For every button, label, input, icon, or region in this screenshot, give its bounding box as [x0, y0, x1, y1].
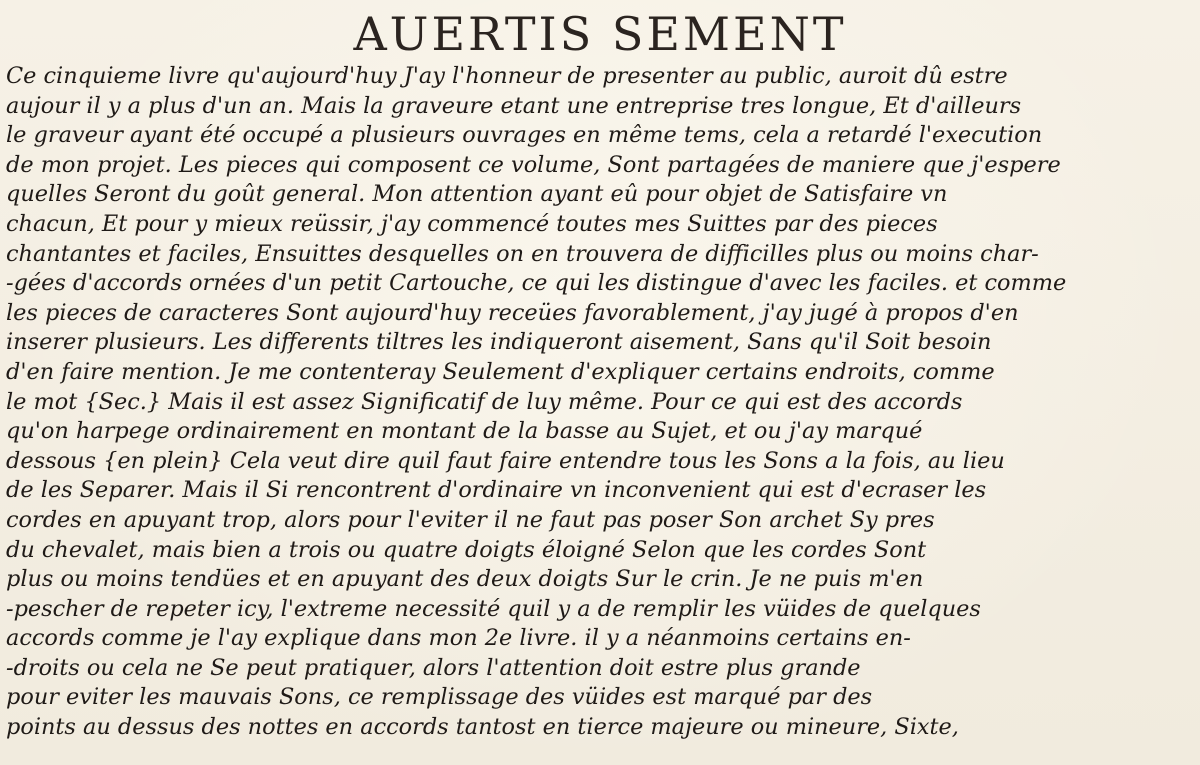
text-line: dessous {en plein} Cela veut dire quil faut faire entendre tous les Sons a la fois, au lieu	[6, 447, 1005, 474]
text-line: chacun, Et pour y mieux reüssir, j'ay commencé toutes mes Suittes par des pieces	[6, 210, 938, 237]
text-line: qu'on harpege ordinairement en montant de la basse au Sujet, et ou j'ay marqué	[6, 418, 923, 445]
text-line: accords comme je l'ay explique dans mon 2e livre. il y a néanmoins certains en-	[6, 625, 911, 652]
text-line: pour eviter les mauvais Sons, ce remplissage des vüides est marqué par des	[6, 684, 873, 711]
text-line: inserer plusieurs. Les differents tiltres les indiqueront aisement, Sans qu'il Soit besoin	[6, 329, 992, 356]
text-line: les pieces de caracteres Sont aujourd'huy receües favorablement, j'ay jugé à propos d'en	[6, 299, 1019, 326]
text-line: le graveur ayant été occupé a plusieurs ouvrages en même tems, cela a retardé l'execution	[6, 122, 1043, 149]
text-line: points au dessus des nottes en accords tantost en tierce majeure ou mineure, Sixte,	[6, 714, 959, 741]
body-text	[6, 62, 1196, 743]
text-line: du chevalet, mais bien a trois ou quatre doigts éloigné Selon que les cordes Sont	[6, 536, 927, 563]
text-line: Ce cinquieme livre qu'aujourd'huy J'ay l'honneur de presenter au public, auroit dû estre	[6, 63, 1008, 89]
page-title: AUERTIS SEMENT	[353, 7, 847, 61]
text-line: -pescher de repeter icy, l'extreme necessité quil y a de remplir les vüides de quelques	[6, 595, 981, 622]
text-line: plus ou moins tendües et en apuyant des deux doigts Sur le crin. Je ne puis m'en	[6, 566, 924, 593]
text-line: de les Separer. Mais il Si rencontrent d'ordinaire vn inconvenient qui est d'ecraser les	[6, 477, 987, 504]
text-line: chantantes et faciles, Ensuittes desquelles on en trouvera de difficilles plus ou moins char-	[6, 240, 1039, 267]
text-line: cordes en apuyant trop, alors pour l'eviter il ne faut pas poser Son archet Sy pres	[6, 506, 935, 533]
text-line: d'en faire mention. Je me contenteray Seulement d'expliquer certains endroits, comme	[6, 358, 995, 385]
text-line: de mon projet. Les pieces qui composent ce volume, Sont partagées de maniere que j'espere	[6, 151, 1061, 178]
text-line: -droits ou cela ne Se peut pratiquer, alors l'attention doit estre plus grande	[6, 654, 861, 681]
text-line: quelles Seront du goût general. Mon attention ayant eû pour objet de Satisfaire vn	[6, 181, 948, 208]
text-line: -gées d'accords ornées d'un petit Cartouche, ce qui les distingue d'avec les faciles. et comme	[6, 270, 1067, 297]
text-line: aujour il y a plus d'un an. Mais la graveure etant une entreprise tres longue, Et d'ailleurs	[6, 92, 1022, 119]
text-line: le mot {Sec.} Mais il est assez Significatif de luy même. Pour ce qui est des accords	[6, 388, 963, 415]
